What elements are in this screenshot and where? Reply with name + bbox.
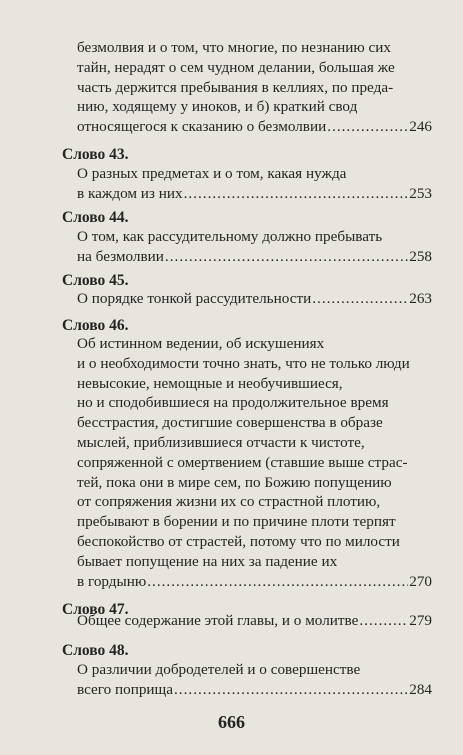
dot-leader: [312, 289, 408, 309]
section-heading: Слово 48.: [62, 642, 129, 659]
toc-entry-text: [77, 289, 432, 309]
dot-leader: [359, 611, 408, 631]
section-heading: Слово 47.: [62, 601, 129, 618]
toc-line: на безмолвии: [77, 247, 164, 265]
toc-line: О разных предметах и о том, какая нужда: [77, 165, 347, 182]
toc-line: тайн, нерадят о сем чудном делании, большая же: [77, 58, 395, 76]
toc-line: мыслей, приблизившиеся отчасти к чистоте,: [77, 433, 365, 451]
section-heading: Слово 43.: [62, 146, 129, 163]
toc-line: О различии добродетелей и о совершенстве: [77, 661, 361, 678]
toc-line: сопряженной с омертвением (ставшие выше страс-: [77, 453, 408, 471]
toc-leader-line: [77, 117, 432, 137]
section-heading: Слово 46.: [62, 317, 129, 334]
toc-entry-text: [77, 334, 432, 591]
toc-entry-text: [77, 38, 432, 137]
dot-leader: [165, 247, 408, 267]
toc-line: невысокие, немощные и необучившиеся,: [77, 374, 343, 392]
toc-page-number: 279: [409, 612, 432, 629]
toc-line: в гордыню: [77, 572, 147, 590]
toc-line: часть держится пребывания в келлиях, по преда-: [77, 78, 394, 96]
toc-line: всего поприща: [77, 680, 173, 698]
dot-leader: [327, 117, 408, 137]
toc-line: бесстрастия, достигшие совершенства в образе: [77, 414, 383, 432]
toc-line: бывает попущение на них за падение их: [77, 552, 338, 570]
toc-page-number: 253: [409, 184, 432, 202]
toc-line: пребывают в борении и по причине плоти терпят: [77, 513, 396, 531]
toc-page-number: 258: [409, 247, 432, 265]
toc-line: О порядке тонкой рассудительности: [77, 290, 312, 307]
toc-line: относящегося к сказанию о безмолвии: [77, 118, 327, 136]
toc-line: безмолвия и о том, что многие, по незнанию сих: [77, 39, 391, 56]
toc-line: в каждом из них: [77, 184, 183, 202]
toc-leader-line: [77, 611, 432, 631]
toc-leader-line: [77, 572, 432, 592]
toc-line: О том, как рассудительному должно пребывать: [77, 228, 383, 245]
toc-line: нию, ходящему у иноков, и б) краткий свод: [77, 98, 358, 116]
toc-line: беспокойство от страстей, потому что по милости: [77, 532, 400, 550]
toc-line: но и сподобившиеся на продолжительное время: [77, 394, 389, 412]
toc-entry-text: [77, 660, 432, 700]
toc-line: от сопряжения жизни их со страстной плотию,: [77, 493, 381, 511]
page-number: 666: [218, 712, 245, 732]
toc-page-number: 246: [409, 118, 432, 136]
toc-line: тей, пока они в мире сем, по Божию попущению: [77, 473, 392, 491]
toc-leader-line: [77, 184, 432, 204]
toc-entry-text: [77, 164, 432, 204]
dot-leader: [174, 680, 408, 700]
toc-page-number: 263: [409, 290, 432, 307]
toc-leader-line: [77, 247, 432, 267]
toc-line: Об истинном ведении, об искушениях: [77, 335, 325, 352]
toc-leader-line: [77, 680, 432, 700]
toc-page-number: 284: [409, 680, 432, 698]
toc-leader-line: [77, 289, 432, 309]
section-heading: Слово 45.: [62, 272, 129, 289]
section-heading: Слово 44.: [62, 209, 129, 226]
toc-page-number: 270: [409, 572, 432, 590]
dot-leader: [147, 572, 408, 592]
toc-line: и о необходимости точно знать, что не только люди: [77, 354, 410, 372]
dot-leader: [184, 184, 409, 204]
toc-entry-text: [77, 227, 432, 267]
toc-entry-text: [77, 611, 432, 631]
toc-line: Общее содержание этой главы, и о молитве: [77, 612, 359, 629]
